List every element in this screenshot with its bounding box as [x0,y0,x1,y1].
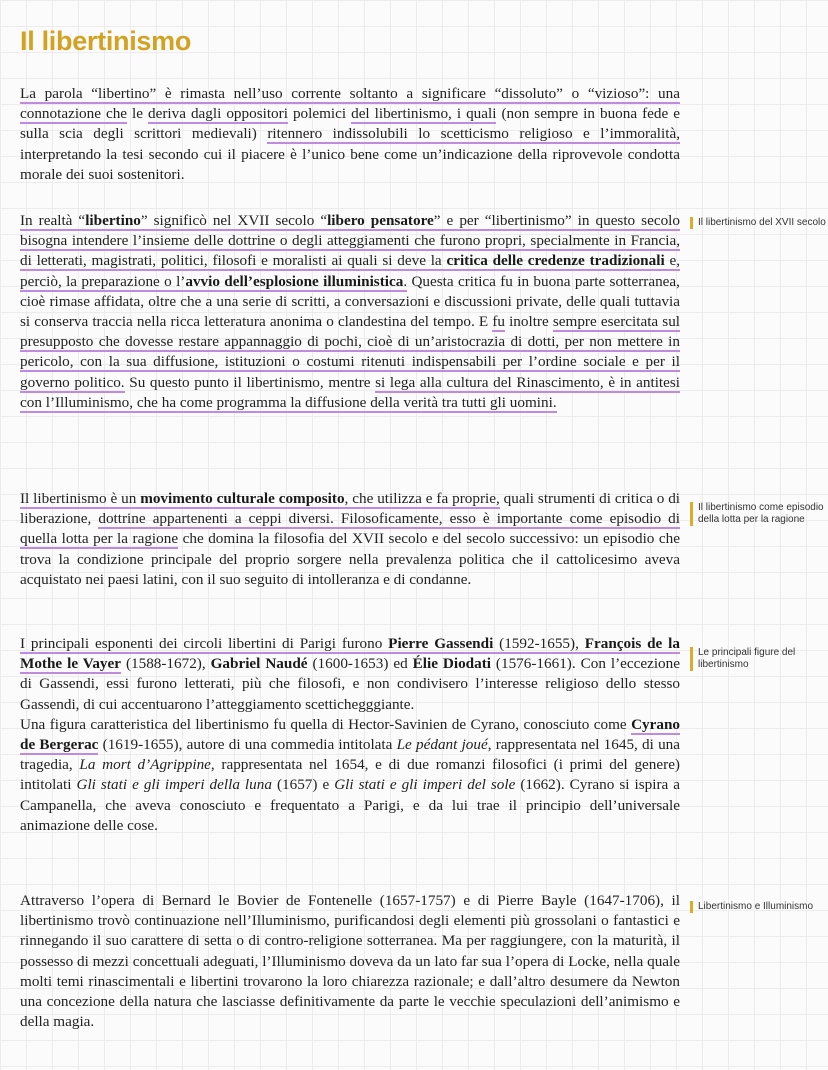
highlighted-text: ritennero indissolubili lo scetticismo religioso e l’immoralità, [267,125,681,143]
bold-term: critica delle credenze tradizionali [446,252,665,270]
text-run: (1592-1655), [493,635,585,652]
work-title: Gli stati e gli imperi del sole [334,776,516,794]
work-title: Gli stati e gli imperi della luna [76,776,272,794]
margin-note-figure: Le principali figure del libertinismo [690,647,828,671]
text-run: Questa critica fu in buona parte sotterranea, cioè rimase affidata, oltre che a una serie di scritti, a conversazioni e discussioni private, delle quali tuttavia si conserva traccia nella ricca letteratura anonima o clandestina del tempo. E [20,272,680,331]
paragraph-illuminismo [20,891,680,1032]
text-run: (1619-1655), autore di una commedia intitolata [98,736,397,754]
text-run: e, perciò, la preparazione o l’ [20,252,680,290]
highlighted-text: dottrine appartenenti a ceppi diversi. [98,510,334,528]
highlighted-text: fu [492,313,505,331]
bold-term: libertino [85,212,141,229]
paragraph-dissoluto [20,84,680,185]
highlighted-text: del libertinismo, i quali [351,105,497,123]
text-run: quali strumenti di critica o di liberazione, [20,490,681,528]
text-run: , rappresentata nel 1645, di una tragedia, [20,736,681,774]
highlighted-text: si lega alla cultura del Rinascimento, è in antitesi con l’Illuminismo, che ha come programma la diffusione della verità tra tutti gli uomini. [20,373,681,411]
highlighted-text: Filosoficamente, esso è importante come episodio di quella lotta per la ragione [20,510,680,548]
text-run: inoltre [504,313,553,331]
text-run: (1576-1661). Con l’eccezione di Gassendi, essi furono letterati, più che filosofi, e non condivisero l’interesse religioso dello stesso Gassendi, di cui accentuarono l’atteggiamento scettichegggiante. [20,655,680,713]
page-title: Il libertinismo [20,26,192,56]
text-run: (1588-1672), [121,655,211,673]
bold-term: movimento culturale composito [140,490,345,507]
text-run: interpretando la tesi secondo cui il piacere è l’unico bene come un’indicazione della riprovevole condotta morale dei suoi sostenitori. [20,145,680,183]
work-title: Le pédant joué [396,736,488,754]
bold-term: Gabriel Naudé [210,655,308,673]
text-run: I principali esponenti dei circoli libertini di Parigi furono [20,635,389,652]
text-run: ” e per “libertinismo” in questo secolo bisogna intendere l’insieme delle dottrine o degli atteggiamenti che furono propri, specialmente in Francia, di letterati, magistrati, politici, filosofi e moralisti ai quali si deve la [20,212,680,270]
text-run: (1657) e [271,776,335,794]
text-run: che domina la filosofia del XVII secolo e del secolo successivo: un episodio che trova la condizione principale del proprio sorgere nella prevalenza politica che il cattolicesimo aveva acquistato nei paesi latini, con il suo seguito di intolleranza e di condanne. [20,530,681,588]
paragraph-cyrano [20,715,680,836]
bold-term: Cyrano de Bergerac [20,715,680,754]
text-run: , rappresentata nel 1654, e di due romanzi filosofici (i primi del genere) intitolati [20,756,680,794]
text-run: , che utilizza e fa proprie, [344,490,500,507]
text-run: le [127,105,149,123]
work-title: La mort d’Agrippine [79,756,211,774]
text-run: Su questo punto il libertinismo, mentre [124,373,376,391]
paragraph-libero-pensatore [20,211,680,413]
paragraph-movimento-composito [20,489,680,590]
text-run: Attraverso l’opera di Bernard le Bovier de Fontenelle (1657-1757) e di Pierre Bayle (1647-1706), il libertinismo trovò continuazione nell’Illuminismo, purificandosi degli elementi più grossolani o fantastici e rinnegando il suo carattere di setta o di contro-religione sotterranea. Ma per raggiungere, con la maturità, il possesso di mezzi concettuali adeguati, l’Illuminismo doveva da un lato far sua l’opera di Locke, nella quale molti temi rinascimentali e libertini trovarono la loro chiarezza razionale; e dall’altro desumere da Newton una concezione della natura che lasciasse definitivamente da parte le vecchie speculazioni dell’animismo e della magia. [20,892,680,1031]
text-run: . [403,272,408,290]
highlighted-text: sempre esercitata sul presupposto che dovesse restare appannaggio di pochi, cioè di un’aristocrazia di dotti, per non mettere in pericolo, con la sua diffusione, istituzioni o costumi ritenuti indispensabili per l’ordine sociale e per il governo politico. [20,313,681,391]
highlighted-text: deriva dagli oppositori [148,105,288,123]
bold-term: libero pensatore [327,212,434,229]
text-run: (1662). Cyrano si ispira a Campanella, che aveva conosciuto e frequentato a Parigi, e da lui trae il principio dell’universale animazione delle cose. [20,776,681,834]
bold-term: Élie Diodati [412,655,491,673]
text-run: polemici [287,105,352,123]
bold-term: Pierre Gassendi [388,635,494,652]
text-run: Una figura caratteristica del libertinismo fu quella di Hector-Savinien de Cyrano, conosciuto come [20,715,632,733]
highlighted-text [20,490,500,509]
margin-note-lotta-ragione: Il libertinismo come episodio della lotta per la ragione [690,502,828,526]
bold-term: François de la Mothe le Vayer [20,635,680,673]
text-run: In realtà “ [20,212,86,229]
bold-term: avvio dell’esplosione illuministica [185,272,404,290]
highlighted-text: La parola “libertino” è rimasta nell’uso corrente soltanto a significare “dissoluto” o “vizioso”: una connotazione che [20,85,680,123]
margin-note-xvii-secolo: Il libertinismo del XVII secolo [690,217,828,229]
paragraph-esponenti [20,634,680,836]
margin-note-illuminismo: Libertinismo e Illuminismo [690,901,828,913]
text-run: (1600-1653) ed [307,655,413,673]
text-run: Il libertinismo è un [20,490,141,507]
text-run: (non sempre in buona fede e sulla scia degli scrittori medievali) [20,105,680,143]
text-run: ” significò nel XVII secolo “ [140,212,328,229]
